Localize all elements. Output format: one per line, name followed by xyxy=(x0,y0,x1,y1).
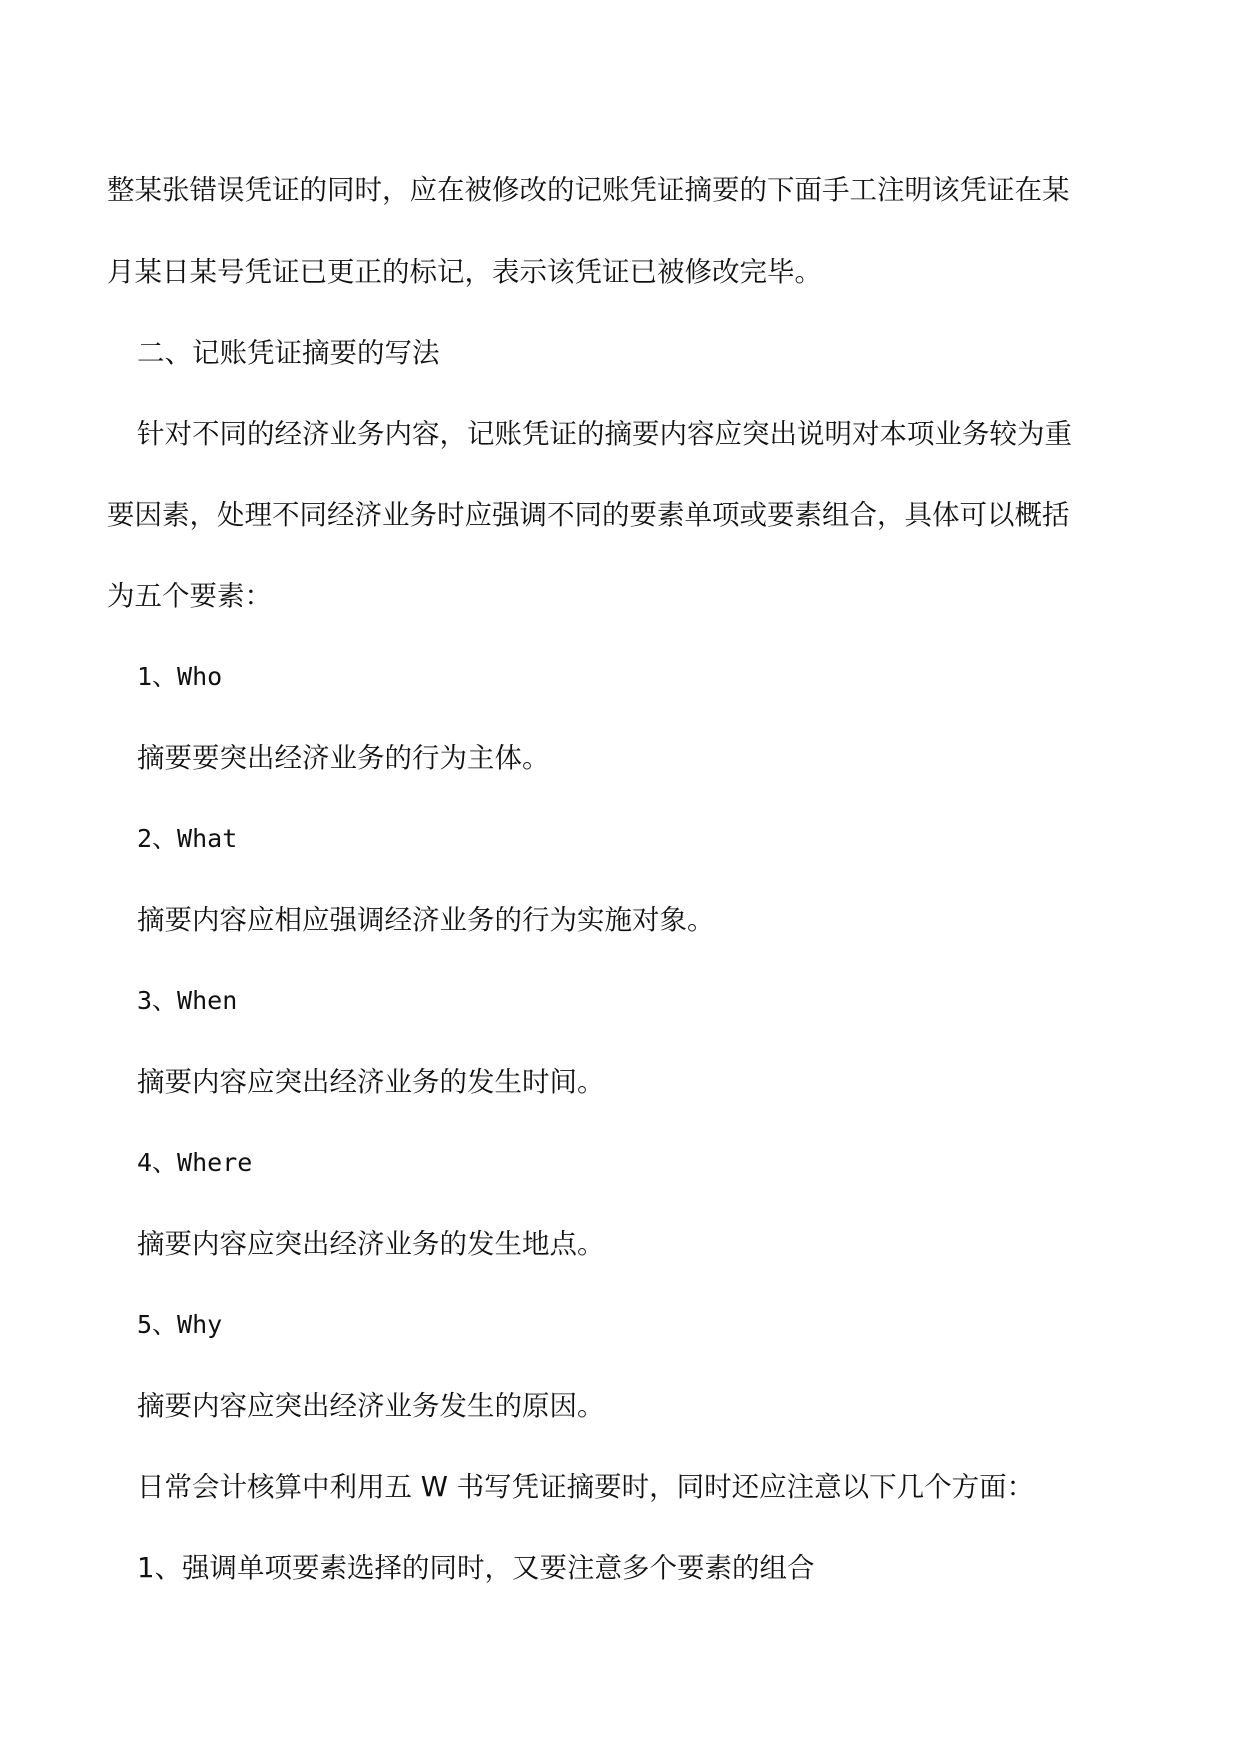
list-heading-who: 1、Who xyxy=(137,662,223,691)
paragraph-line: 针对不同的经济业务内容，记账凭证的摘要内容应突出说明对本项业务较为重 xyxy=(137,418,1072,450)
paragraph-line: 摘要内容应突出经济业务的发生地点。 xyxy=(137,1228,605,1260)
paragraph-line: 月某日某号凭证已更正的标记，表示该凭证已被修改完毕。 xyxy=(107,256,822,288)
paragraph-line: 摘要内容应突出经济业务的发生时间。 xyxy=(137,1066,605,1098)
list-heading-why: 5、Why xyxy=(137,1310,223,1339)
paragraph-line: 为五个要素： xyxy=(107,580,272,612)
paragraph-line: 摘要内容应相应强调经济业务的行为实施对象。 xyxy=(137,904,715,936)
paragraph-line: 摘要要突出经济业务的行为主体。 xyxy=(137,742,550,774)
list-heading-where: 4、Where xyxy=(137,1148,253,1177)
section-heading: 二、记账凭证摘要的写法 xyxy=(137,337,440,369)
subsection-heading: 1、强调单项要素选择的同时，又要注意多个要素的组合 xyxy=(137,1552,815,1584)
list-heading-what: 2、What xyxy=(137,824,238,853)
paragraph-line: 要因素，处理不同经济业务时应强调不同的要素单项或要素组合，具体可以概括 xyxy=(107,499,1070,531)
list-heading-when: 3、When xyxy=(137,986,238,1015)
paragraph-line: 摘要内容应突出经济业务发生的原因。 xyxy=(137,1390,605,1422)
paragraph-line: 整某张错误凭证的同时，应在被修改的记账凭证摘要的下面手工注明该凭证在某 xyxy=(107,174,1070,206)
paragraph-line: 日常会计核算中利用五 W 书写凭证摘要时，同时还应注意以下几个方面： xyxy=(137,1471,1035,1503)
